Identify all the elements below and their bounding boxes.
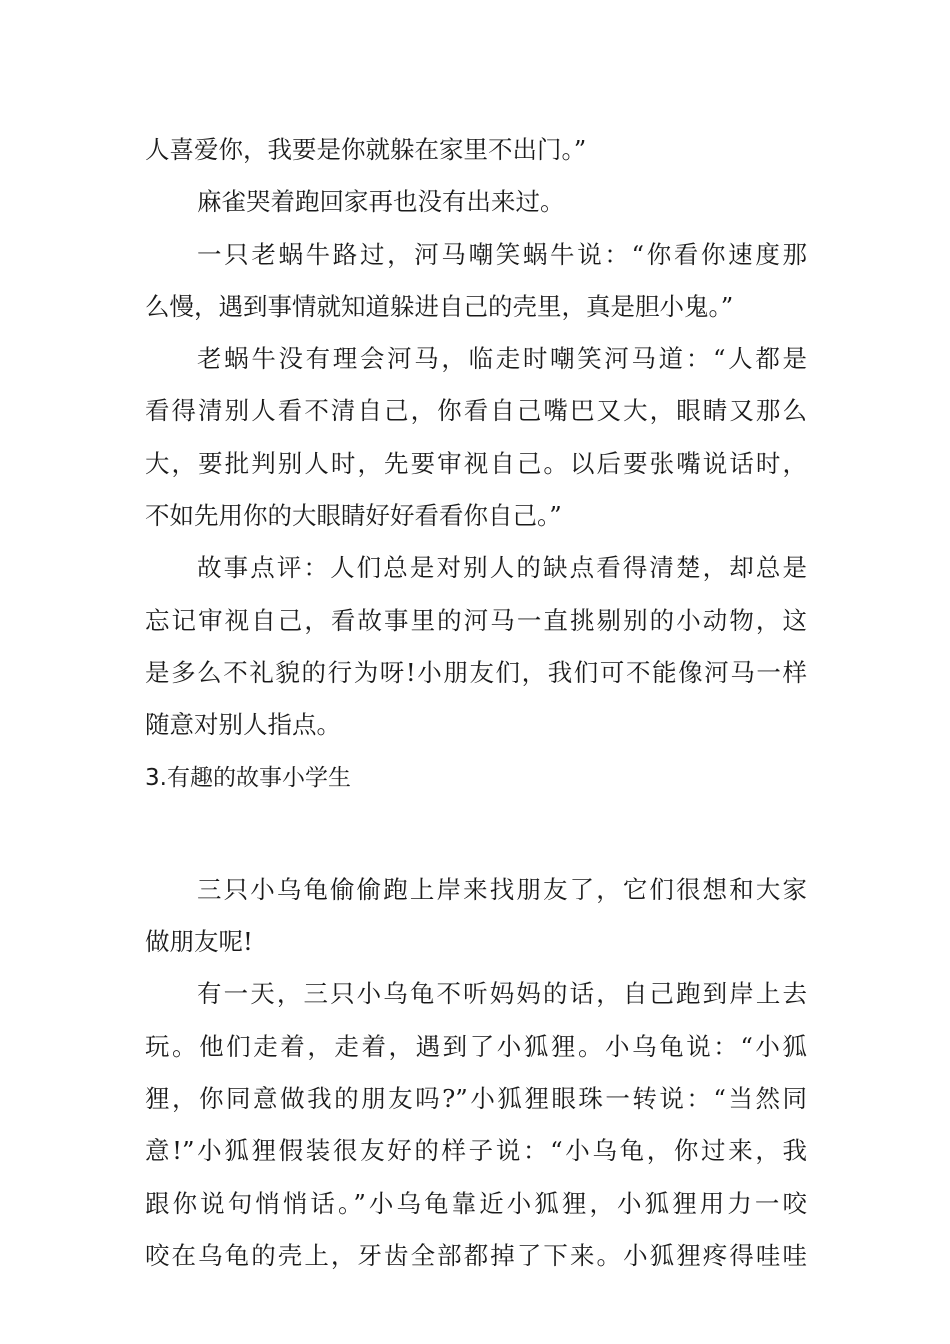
paragraph-start-line: 三只小乌龟偷偷跑上岸来找朋友了，它们很想和大家 (197, 874, 807, 904)
paragraph-start-line: 故事点评：人们总是对别人的缺点看得清楚，却总是 (197, 553, 807, 583)
text-line: 人喜爱你，我要是你就躲在家里不出门。” (145, 135, 587, 164)
text-line: 麻雀哭着跑回家再也没有出来过。 (197, 187, 565, 217)
text-line: 随意对别人指点。 (145, 710, 341, 740)
paragraph-start-line: 一只老蜗牛路过，河马嘲笑蜗牛说：“你看你速度那 (197, 239, 807, 269)
paragraph-start-line: 有一天，三只小乌龟不听妈妈的话，自己跑到岸上去 (197, 979, 807, 1009)
text-line: 跟你说句悄悄话。”小乌龟靠近小狐狸，小狐狸用力一咬 (145, 1188, 807, 1218)
text-line: 做朋友呢! (145, 927, 253, 957)
text-line: 狸，你同意做我的朋友吗?”小狐狸眼珠一转说：“当然同 (145, 1084, 807, 1114)
text-line: 意!”小狐狸假装很友好的样子说：“小乌龟，你过来，我 (145, 1136, 807, 1166)
section-heading: 3.有趣的故事小学生 (145, 764, 351, 791)
text-line: 玩。他们走着，走着，遇到了小狐狸。小乌龟说：“小狐 (145, 1031, 807, 1061)
text-line: 看得清别人看不清自己，你看自己嘴巴又大，眼睛又那么 (145, 396, 807, 426)
text-line: 不如先用你的大眼睛好好看看你自己。” (145, 501, 562, 531)
text-line: 忘记审视自己，看故事里的河马一直挑剔别的小动物，这 (145, 605, 807, 635)
text-line: 大，要批判别人时，先要审视自己。以后要张嘴说话时， (145, 448, 807, 478)
text-line: 是多么不礼貌的行为呀!小朋友们，我们可不能像河马一样 (145, 657, 807, 687)
text-line: 么慢，遇到事情就知道躲进自己的壳里，真是胆小鬼。” (145, 291, 734, 321)
document-body (145, 124, 807, 1282)
blank-line (145, 804, 807, 864)
text-line: 咬在乌龟的壳上，牙齿全部都掉了下来。小狐狸疼得哇哇 (145, 1240, 807, 1270)
paragraph-start-line: 老蜗牛没有理会河马，临走时嘲笑河马道：“人都是 (197, 344, 807, 374)
